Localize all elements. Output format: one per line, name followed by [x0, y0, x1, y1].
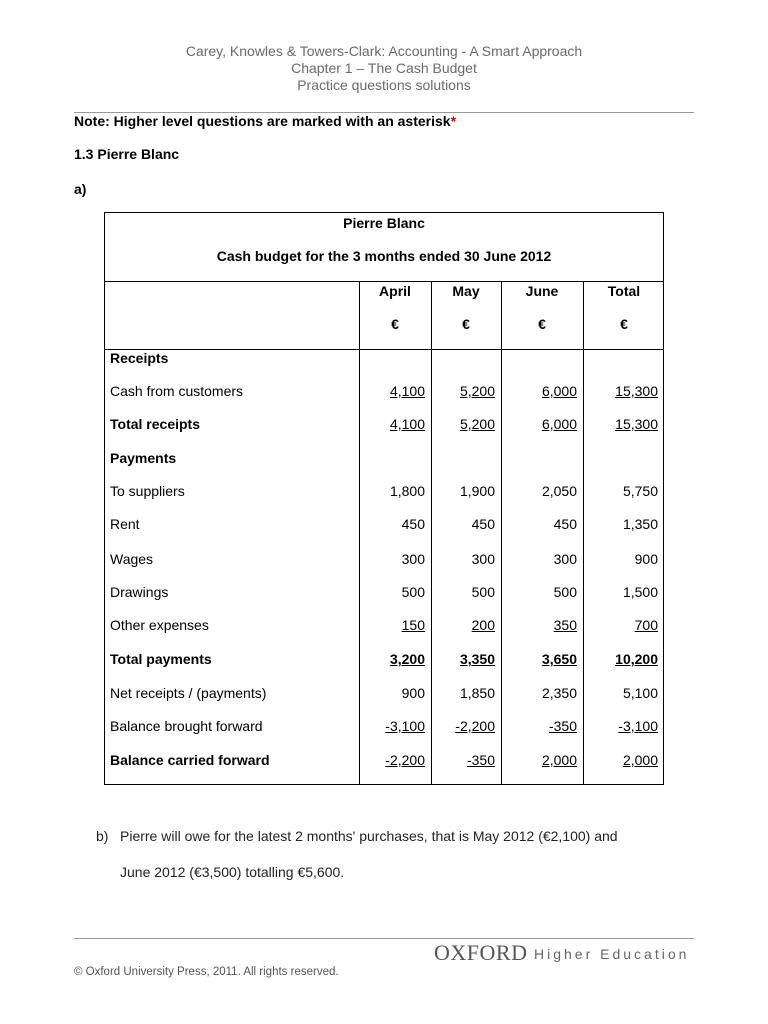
table-row — [105, 350, 663, 370]
cell-value: -2,200 — [455, 718, 495, 734]
cell-value: 3,350 — [459, 651, 495, 667]
table-row — [105, 752, 663, 772]
table-subtitle: Cash budget for the 3 months ended 30 June 2012 — [216, 248, 552, 264]
oxford-logo: OXFORD — [434, 940, 528, 965]
section-title: 1.3 Pierre Blanc — [74, 146, 180, 162]
currency-symbol: € — [462, 316, 470, 332]
cash-budget-table — [104, 212, 664, 785]
col-header-total: Total — [607, 283, 641, 299]
cell-value: 5,100 — [622, 685, 658, 701]
cell-value: 2,050 — [541, 483, 577, 499]
note-text: Note: Higher level questions are marked with an asterisk — [74, 113, 451, 129]
cell-value: -3,100 — [618, 718, 658, 734]
cell-value: 3,200 — [389, 651, 425, 667]
part-a-label: a) — [74, 181, 87, 197]
cell-value: 1,500 — [622, 584, 658, 600]
header-line-3: Practice questions solutions — [297, 77, 471, 93]
cell-value: 1,800 — [389, 483, 425, 499]
cell-value: 1,350 — [622, 516, 658, 532]
row-label: Balance carried forward — [110, 752, 270, 768]
cell-value: 4,100 — [389, 383, 425, 399]
row-label: To suppliers — [110, 483, 185, 499]
cell-value: 3,650 — [541, 651, 577, 667]
cell-value: 15,300 — [615, 416, 658, 432]
cell-value: -350 — [548, 718, 577, 734]
higher-education-label: Higher Education — [534, 946, 690, 962]
row-label: Total payments — [110, 651, 212, 667]
row-label: Other expenses — [110, 617, 209, 633]
currency-symbol: € — [538, 316, 546, 332]
cell-value: 2,000 — [541, 752, 577, 768]
cell-value: 300 — [553, 551, 577, 567]
row-label: Drawings — [110, 584, 169, 600]
row-label: Receipts — [110, 350, 169, 366]
row-label: Net receipts / (payments) — [110, 685, 267, 701]
table-row — [105, 450, 663, 470]
table-row — [105, 651, 663, 671]
cell-value: 150 — [401, 617, 425, 633]
cell-value: 5,200 — [459, 383, 495, 399]
cell-value: 5,200 — [459, 416, 495, 432]
row-label: Rent — [110, 516, 140, 532]
row-label: Total receipts — [110, 416, 200, 432]
cell-value: 6,000 — [541, 383, 577, 399]
cell-value: 500 — [401, 584, 425, 600]
row-label: Balance brought forward — [110, 718, 263, 734]
part-b-label: b) — [96, 828, 109, 844]
cell-value: 500 — [471, 584, 495, 600]
col-header-june: June — [525, 283, 559, 299]
row-label: Payments — [110, 450, 177, 466]
table-row — [105, 483, 663, 503]
asterisk: * — [450, 113, 457, 129]
cell-value: 350 — [553, 617, 577, 633]
header-line-2: Chapter 1 – The Cash Budget — [291, 60, 477, 76]
part-b-line-1: Pierre will owe for the latest 2 months' purchases, that is May 2012 (€2,100) and — [120, 828, 618, 844]
cell-value: -350 — [466, 752, 495, 768]
table-row — [105, 516, 663, 536]
currency-symbol: € — [391, 316, 399, 332]
part-b-line-2: June 2012 (€3,500) totalling €5,600. — [120, 864, 345, 880]
note — [74, 113, 456, 129]
cell-value: 2,000 — [622, 752, 658, 768]
table-title: Pierre Blanc — [343, 215, 425, 231]
cell-value: 900 — [634, 551, 658, 567]
cell-value: -2,200 — [385, 752, 425, 768]
cell-value: 6,000 — [541, 416, 577, 432]
table-row — [105, 584, 663, 604]
currency-symbol: € — [620, 316, 628, 332]
col-header-may: May — [452, 283, 480, 299]
cell-value: 900 — [401, 685, 425, 701]
cell-value: 2,350 — [541, 685, 577, 701]
copyright: © Oxford University Press, 2011. All rights reserved. — [74, 966, 339, 978]
col-header-april: April — [379, 283, 411, 299]
cell-value: 1,850 — [459, 685, 495, 701]
cell-value: 1,900 — [459, 483, 495, 499]
table-divider — [105, 281, 663, 282]
table-row — [105, 685, 663, 705]
table-row — [105, 718, 663, 738]
cell-value: 700 — [634, 617, 658, 633]
table-row — [105, 383, 663, 403]
table-row — [105, 416, 663, 436]
row-label: Cash from customers — [110, 383, 244, 399]
footer-divider — [74, 938, 694, 939]
cell-value: 300 — [471, 551, 495, 567]
cell-value: 15,300 — [615, 383, 658, 399]
cell-value: 10,200 — [615, 651, 658, 667]
header-line-1: Carey, Knowles & Towers-Clark: Accounting - A Smart Approach — [185, 43, 583, 59]
cell-value: 300 — [401, 551, 425, 567]
table-row — [105, 551, 663, 571]
cell-value: 200 — [471, 617, 495, 633]
cell-value: 500 — [553, 584, 577, 600]
cell-value: 4,100 — [389, 416, 425, 432]
cell-value: -3,100 — [385, 718, 425, 734]
cell-value: 450 — [471, 516, 495, 532]
cell-value: 5,750 — [622, 483, 658, 499]
row-label: Wages — [110, 551, 154, 567]
cell-value: 450 — [553, 516, 577, 532]
cell-value: 450 — [401, 516, 425, 532]
table-row — [105, 617, 663, 637]
